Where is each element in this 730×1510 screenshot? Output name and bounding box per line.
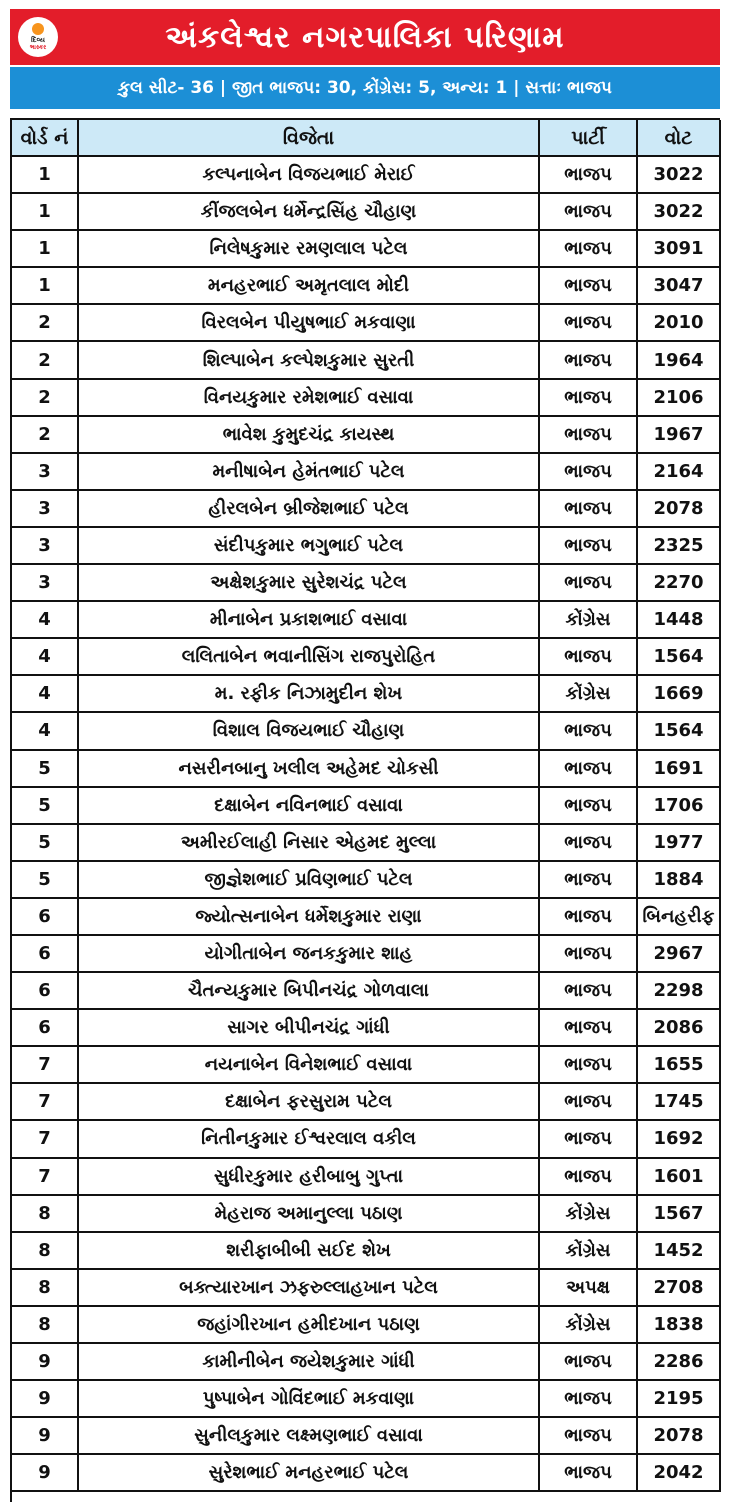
table-row bbox=[12, 1009, 720, 1046]
winner-cell: નિતીનકુમાર ઈશ્વરલાલ વકીલ bbox=[78, 1120, 539, 1157]
votes-cell: 1977 bbox=[637, 824, 720, 861]
party-cell: અપક્ષ bbox=[539, 1269, 637, 1306]
winner-cell: શરીફાબીબી સઈદ શેખ bbox=[78, 1232, 539, 1269]
ward-cell: 9 bbox=[12, 1343, 78, 1380]
winner-cell: ભાવેશ કુમુદચંદ્ર કાયસ્થ bbox=[78, 416, 539, 453]
party-cell: ભાજપ bbox=[539, 750, 637, 787]
votes-cell: 3022 bbox=[637, 156, 720, 193]
ward-cell: 7 bbox=[12, 1083, 78, 1120]
ward-cell: 2 bbox=[12, 304, 78, 341]
votes-cell: 1567 bbox=[637, 1195, 720, 1232]
votes-cell: 1448 bbox=[637, 601, 720, 638]
ward-cell: 4 bbox=[12, 675, 78, 712]
party-cell: ભાજપ bbox=[539, 972, 637, 1009]
ward-cell: 5 bbox=[12, 750, 78, 787]
table-row bbox=[12, 1417, 720, 1454]
votes-cell: 1706 bbox=[637, 787, 720, 824]
table-row bbox=[12, 193, 720, 230]
party-cell: ભાજપ bbox=[539, 712, 637, 749]
ward-cell: 5 bbox=[12, 861, 78, 898]
votes-cell: 2078 bbox=[637, 490, 720, 527]
ward-cell: 3 bbox=[12, 527, 78, 564]
ward-cell: 8 bbox=[12, 1269, 78, 1306]
party-cell: ભાજપ bbox=[539, 787, 637, 824]
table-row bbox=[12, 341, 720, 378]
votes-cell: 1884 bbox=[637, 861, 720, 898]
ward-cell: 7 bbox=[12, 1046, 78, 1083]
votes-cell: 2195 bbox=[637, 1380, 720, 1417]
party-cell: ભાજપ bbox=[539, 416, 637, 453]
winner-cell: કલ્પનાબેન વિજયભાઈ મેરાઈ bbox=[78, 156, 539, 193]
ward-cell: 6 bbox=[12, 972, 78, 1009]
table-row bbox=[12, 416, 720, 453]
table-row bbox=[12, 1158, 720, 1195]
winner-cell: જીજ્ઞેશભાઈ પ્રવિણભાઈ પટેલ bbox=[78, 861, 539, 898]
party-cell: ભાજપ bbox=[539, 156, 637, 193]
party-cell: ભાજપ bbox=[539, 267, 637, 304]
votes-cell: 1691 bbox=[637, 750, 720, 787]
ward-cell: 5 bbox=[12, 824, 78, 861]
ward-cell: 2 bbox=[12, 341, 78, 378]
winner-cell: નયનાબેન વિનેશભાઈ વસાવા bbox=[78, 1046, 539, 1083]
table-row bbox=[12, 1083, 720, 1120]
winner-cell: સંદીપકુમાર ભગુભાઈ પટેલ bbox=[78, 527, 539, 564]
winner-cell: ચૈતન્યકુમાર બિપીનચંદ્ર ગોળવાલા bbox=[78, 972, 539, 1009]
winner-cell: દક્ષાબેન ફરસુરામ પટેલ bbox=[78, 1083, 539, 1120]
party-cell: ભાજપ bbox=[539, 1009, 637, 1046]
table-row bbox=[12, 490, 720, 527]
winner-cell: સુરેશભાઈ મનહરભાઈ પટેલ bbox=[78, 1454, 539, 1491]
winner-cell: યોગીતાબેન જનકકુમાર શાહ bbox=[78, 935, 539, 972]
party-cell: ભાજપ bbox=[539, 230, 637, 267]
table-row bbox=[12, 527, 720, 564]
winner-cell: અમીરઈલાહી નિસાર એહમદ મુલ્લા bbox=[78, 824, 539, 861]
votes-cell: 1452 bbox=[637, 1232, 720, 1269]
winner-cell: વિરલબેન પીયુષભાઈ મકવાણા bbox=[78, 304, 539, 341]
winner-cell: સુધીરકુમાર હરીબાબુ ગુપ્તા bbox=[78, 1158, 539, 1195]
ward-cell: 9 bbox=[12, 1380, 78, 1417]
winner-cell: મીનાબેન પ્રકાશભાઈ વસાવા bbox=[78, 601, 539, 638]
votes-cell: 2078 bbox=[637, 1417, 720, 1454]
winner-cell: સાગર બીપીનચંદ્ર ગાંધી bbox=[78, 1009, 539, 1046]
table-row bbox=[12, 1343, 720, 1380]
ward-cell: 4 bbox=[12, 638, 78, 675]
winner-cell: નિલેષકુમાર રમણલાલ પટેલ bbox=[78, 230, 539, 267]
table-row bbox=[12, 453, 720, 490]
table-row bbox=[12, 675, 720, 712]
party-cell: ભાજપ bbox=[539, 638, 637, 675]
votes-cell: 2270 bbox=[637, 564, 720, 601]
winner-cell: વિશાલ વિજયભાઈ ચૌહાણ bbox=[78, 712, 539, 749]
votes-cell: 1964 bbox=[637, 341, 720, 378]
party-cell: ભાજપ bbox=[539, 898, 637, 935]
ward-cell: 8 bbox=[12, 1306, 78, 1343]
table-row bbox=[12, 750, 720, 787]
table-header-row bbox=[12, 120, 720, 156]
votes-cell: 1564 bbox=[637, 638, 720, 675]
table-row bbox=[12, 379, 720, 416]
ward-cell: 1 bbox=[12, 267, 78, 304]
table-row bbox=[12, 1454, 720, 1491]
table-row bbox=[12, 972, 720, 1009]
votes-cell: 1967 bbox=[637, 416, 720, 453]
ward-cell: 8 bbox=[12, 1195, 78, 1232]
votes-cell: 2298 bbox=[637, 972, 720, 1009]
ward-cell: 3 bbox=[12, 490, 78, 527]
votes-cell: 3091 bbox=[637, 230, 720, 267]
table-row bbox=[12, 898, 720, 935]
table-row bbox=[12, 1306, 720, 1343]
winner-cell: નસરીનબાનુ ખલીલ અહેમદ ચોકસી bbox=[78, 750, 539, 787]
logo-text-line1: દિવ્ય bbox=[31, 36, 45, 44]
party-cell: ભાજપ bbox=[539, 1343, 637, 1380]
votes-cell: 2164 bbox=[637, 453, 720, 490]
ward-cell: 4 bbox=[12, 601, 78, 638]
col-header-votes: વોટ bbox=[637, 120, 720, 156]
votes-cell: 2086 bbox=[637, 1009, 720, 1046]
ward-cell: 5 bbox=[12, 787, 78, 824]
table-row bbox=[12, 1269, 720, 1306]
ward-cell: 2 bbox=[12, 379, 78, 416]
col-header-ward: વોર્ડ નં bbox=[12, 120, 78, 156]
winner-cell: પુષ્પાબેન ગોવિંદભાઈ મકવાણા bbox=[78, 1380, 539, 1417]
votes-cell: 2010 bbox=[637, 304, 720, 341]
votes-cell: 1669 bbox=[637, 675, 720, 712]
party-cell: ભાજપ bbox=[539, 1380, 637, 1417]
table-row bbox=[12, 564, 720, 601]
party-cell: કોંગ્રેસ bbox=[539, 601, 637, 638]
votes-cell: 2042 bbox=[637, 1454, 720, 1491]
winner-cell: હીરલબેન બ્રીજેશભાઈ પટેલ bbox=[78, 490, 539, 527]
party-cell: ભાજપ bbox=[539, 1046, 637, 1083]
results-table-wrapper bbox=[10, 118, 720, 1502]
party-cell: કોંગ્રેસ bbox=[539, 675, 637, 712]
winner-cell: અક્ષેશકુમાર સુરેશચંદ્ર પટેલ bbox=[78, 564, 539, 601]
table-row bbox=[12, 935, 720, 972]
summary-text: કુલ સીટ- 36 | જીત ભાજપ: 30, કોંગ્રેસ: 5, અન્ય: 1 | સત્તાઃ ભાજપ bbox=[118, 78, 612, 98]
party-cell: કોંગ્રેસ bbox=[539, 1306, 637, 1343]
table-row bbox=[12, 824, 720, 861]
summary-bar bbox=[10, 67, 720, 109]
winner-cell: કામીનીબેન જયેશકુમાર ગાંધી bbox=[78, 1343, 539, 1380]
votes-cell: 1745 bbox=[637, 1083, 720, 1120]
winner-cell: મેહરાજ અમાનુલ્લા પઠાણ bbox=[78, 1195, 539, 1232]
votes-cell: 1601 bbox=[637, 1158, 720, 1195]
table-row bbox=[12, 267, 720, 304]
votes-cell: બિનહરીફ bbox=[637, 898, 720, 935]
title-bar bbox=[10, 9, 720, 65]
winner-cell: દક્ષાબેન નવિનભાઈ વસાવા bbox=[78, 787, 539, 824]
party-cell: ભાજપ bbox=[539, 1454, 637, 1491]
winner-cell: સુનીલકુમાર લક્ષ્મણભાઈ વસાવા bbox=[78, 1417, 539, 1454]
winner-cell: કીંજલબેન ધર્મેન્દ્રસિંહ ચૌહાણ bbox=[78, 193, 539, 230]
party-cell: ભાજપ bbox=[539, 341, 637, 378]
party-cell: ભાજપ bbox=[539, 824, 637, 861]
votes-cell: 1838 bbox=[637, 1306, 720, 1343]
party-cell: ભાજપ bbox=[539, 453, 637, 490]
table-row bbox=[12, 156, 720, 193]
table-row bbox=[12, 1380, 720, 1417]
ward-cell: 1 bbox=[12, 156, 78, 193]
party-cell: ભાજપ bbox=[539, 1120, 637, 1157]
ward-cell: 6 bbox=[12, 898, 78, 935]
table-row bbox=[12, 230, 720, 267]
ward-cell: 6 bbox=[12, 1009, 78, 1046]
ward-cell: 2 bbox=[12, 416, 78, 453]
party-cell: ભાજપ bbox=[539, 193, 637, 230]
ward-cell: 7 bbox=[12, 1158, 78, 1195]
results-table bbox=[12, 120, 721, 1492]
logo-text-line2: ભાસ્કર bbox=[29, 44, 47, 51]
sun-logo-icon bbox=[32, 23, 44, 35]
winner-cell: મનીષાબેન હેમંતભાઈ પટેલ bbox=[78, 453, 539, 490]
party-cell: ભાજપ bbox=[539, 527, 637, 564]
votes-cell: 2708 bbox=[637, 1269, 720, 1306]
votes-cell: 2967 bbox=[637, 935, 720, 972]
party-cell: ભાજપ bbox=[539, 1083, 637, 1120]
votes-cell: 2106 bbox=[637, 379, 720, 416]
votes-cell: 2286 bbox=[637, 1343, 720, 1380]
votes-cell: 3022 bbox=[637, 193, 720, 230]
table-row bbox=[12, 1046, 720, 1083]
party-cell: ભાજપ bbox=[539, 490, 637, 527]
ward-cell: 3 bbox=[12, 453, 78, 490]
table-row bbox=[12, 638, 720, 675]
ward-cell: 1 bbox=[12, 193, 78, 230]
table-row bbox=[12, 861, 720, 898]
page-title: અંકલેશ્વર નગરપાલિકા પરિણામ bbox=[165, 19, 565, 55]
winner-cell: બક્ત્યારખાન ઝફરુલ્લાહખાન પટેલ bbox=[78, 1269, 539, 1306]
ward-cell: 1 bbox=[12, 230, 78, 267]
ward-cell: 8 bbox=[12, 1232, 78, 1269]
table-row bbox=[12, 1195, 720, 1232]
table-row bbox=[12, 1120, 720, 1157]
ward-cell: 3 bbox=[12, 564, 78, 601]
party-cell: ભાજપ bbox=[539, 935, 637, 972]
col-header-winner: વિજેતા bbox=[78, 120, 539, 156]
winner-cell: શિલ્પાબેન કલ્પેશકુમાર સુરતી bbox=[78, 341, 539, 378]
winner-cell: જ્યોત્સનાબેન ધર્મેશકુમાર રાણા bbox=[78, 898, 539, 935]
winner-cell: લલિતાબેન ભવાનીસિંગ રાજપુરોહિત bbox=[78, 638, 539, 675]
party-cell: કોંગ્રેસ bbox=[539, 1232, 637, 1269]
party-cell: કોંગ્રેસ bbox=[539, 1195, 637, 1232]
winner-cell: મ. રફીક નિઝામુદીન શેખ bbox=[78, 675, 539, 712]
ward-cell: 6 bbox=[12, 935, 78, 972]
party-cell: ભાજપ bbox=[539, 304, 637, 341]
winner-cell: વિનયકુમાર રમેશભાઈ વસાવા bbox=[78, 379, 539, 416]
votes-cell: 3047 bbox=[637, 267, 720, 304]
winner-cell: જહાંગીરખાન હમીદખાન પઠાણ bbox=[78, 1306, 539, 1343]
votes-cell: 2325 bbox=[637, 527, 720, 564]
table-row bbox=[12, 787, 720, 824]
votes-cell: 1655 bbox=[637, 1046, 720, 1083]
ward-cell: 7 bbox=[12, 1120, 78, 1157]
table-row bbox=[12, 712, 720, 749]
votes-cell: 1692 bbox=[637, 1120, 720, 1157]
party-cell: ભાજપ bbox=[539, 861, 637, 898]
party-cell: ભાજપ bbox=[539, 1158, 637, 1195]
party-cell: ભાજપ bbox=[539, 379, 637, 416]
table-row bbox=[12, 601, 720, 638]
votes-cell: 1564 bbox=[637, 712, 720, 749]
ward-cell: 9 bbox=[12, 1454, 78, 1491]
ward-cell: 9 bbox=[12, 1417, 78, 1454]
party-cell: ભાજપ bbox=[539, 564, 637, 601]
divya-bhaskar-logo bbox=[18, 17, 58, 57]
table-row bbox=[12, 304, 720, 341]
col-header-party: પાર્ટી bbox=[539, 120, 637, 156]
ward-cell: 4 bbox=[12, 712, 78, 749]
winner-cell: મનહરભાઈ અમૃતલાલ મોદી bbox=[78, 267, 539, 304]
table-row bbox=[12, 1232, 720, 1269]
party-cell: ભાજપ bbox=[539, 1417, 637, 1454]
